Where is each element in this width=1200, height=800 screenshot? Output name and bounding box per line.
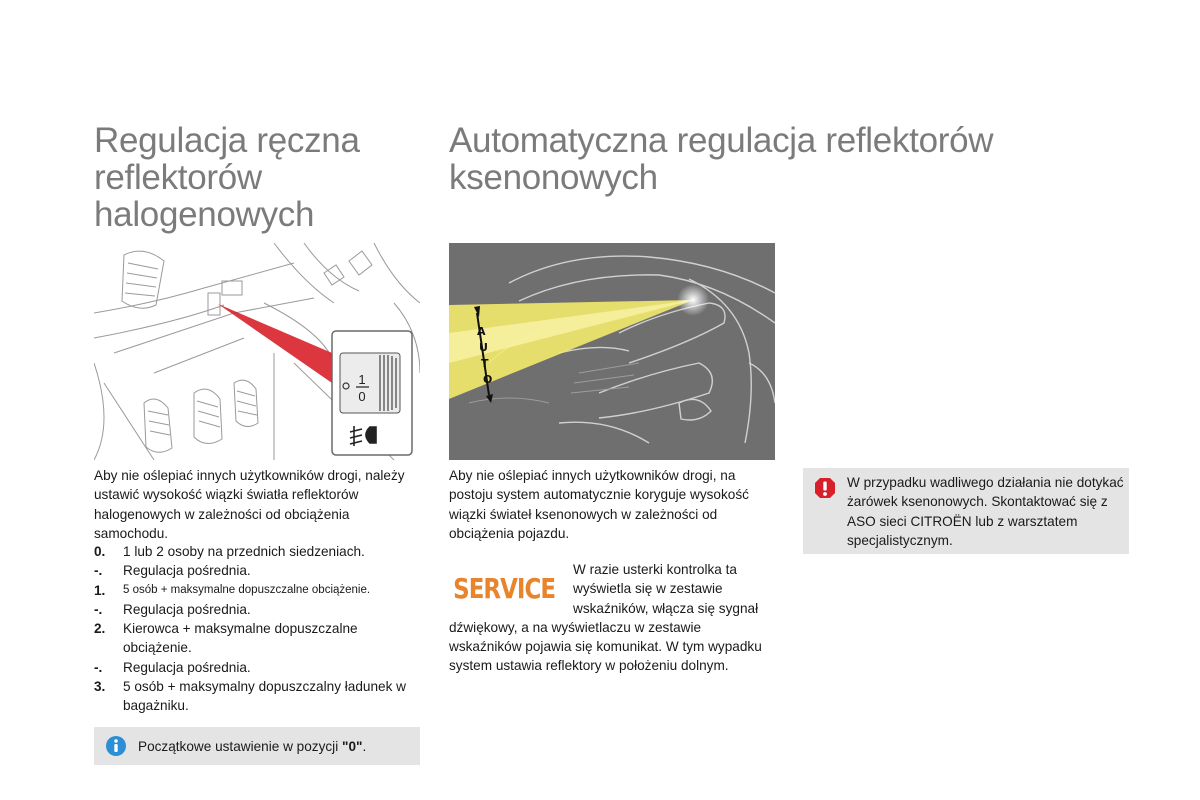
service-warning-icon — [449, 562, 559, 614]
list-item — [94, 619, 424, 658]
note-prefix: Początkowe ustawienie w pozycji — [138, 738, 342, 754]
auto-letter: T — [481, 357, 489, 370]
list-item — [94, 677, 424, 716]
position-key: 1. — [94, 582, 106, 598]
list-item — [94, 542, 424, 561]
auto-letter: U — [479, 341, 488, 354]
dashboard-drawing — [94, 243, 420, 460]
service-fault-text: W razie usterki kontrolka ta wyświetla się w zestawie wskaźników, włącza się sygnał dźwiękowy, a na wyświetlaczu w zestawie wskaźników pojawia się komunikat. W tym wypadku system ustawia reflektory w położeniu dolnym. — [449, 562, 762, 674]
position-text: 5 osób + maksymalne dopuszczalne obciążenie. — [123, 583, 371, 596]
position-key: -. — [94, 563, 103, 579]
headlamp-drawing — [449, 243, 775, 460]
position-text: Kierowca + maksymalne dopuszczalne obciążenie. — [123, 621, 358, 656]
service-label: SERVICE — [453, 571, 555, 605]
auto-letter: O — [483, 373, 493, 386]
list-item — [94, 600, 424, 619]
load-position-list — [94, 542, 424, 716]
position-key: -. — [94, 601, 103, 617]
dial-label-bottom: 0 — [358, 389, 366, 404]
manual-intro-text: Aby nie oślepiać innych użytkowników drogi, należy ustawić wysokość wiązki światła reflektorów halogenowych w zależności od obciążenia samochodu. — [94, 468, 405, 541]
headlamp-glow — [677, 284, 709, 316]
warning-icon — [814, 477, 836, 499]
note-suffix: . — [362, 738, 367, 754]
position-text: Regulacja pośrednia. — [123, 659, 251, 675]
position-text: 5 osób + maksymalny dopuszczalny ładunek w bagażniku. — [123, 679, 406, 714]
position-key: 3. — [94, 679, 106, 695]
xenon-headlamp-illustration — [449, 243, 775, 460]
list-item — [94, 561, 424, 580]
auto-letter: A — [477, 325, 486, 338]
xenon-warning-box — [803, 468, 1129, 554]
position-text: 1 lub 2 osoby na przednich siedzeniach. — [123, 544, 365, 559]
position-text: Regulacja pośrednia. — [123, 563, 251, 579]
position-key: 2. — [94, 621, 106, 637]
info-icon — [106, 736, 126, 756]
service-fault-section — [449, 560, 775, 676]
position-text: Regulacja pośrednia. — [123, 601, 251, 617]
automatic-intro-text: Aby nie oślepiać innych użytkowników drogi, na postoju system automatycznie koryguje wysokość wiązki świateł ksenonowych w zależności od obciążenia pojazdu. — [449, 468, 749, 541]
dashboard-illustration — [94, 243, 420, 460]
dial-label-top: 1 — [358, 372, 366, 387]
initial-setting-text — [138, 739, 366, 754]
position-key: 0. — [94, 544, 106, 559]
initial-setting-note — [94, 727, 420, 765]
page-title-manual: Regulacja ręczna reflektorów halogenowych — [94, 121, 360, 234]
pointer-wedge — [218, 304, 332, 383]
list-item — [94, 581, 424, 600]
position-key: -. — [94, 659, 103, 675]
list-item — [94, 658, 424, 677]
page-title-automatic: Automatyczna regulacja reflektorów ksenonowych — [449, 121, 994, 197]
xenon-warning-text: W przypadku wadliwego działania nie dotykać żarówek ksenonowych. Skontaktować się z ASO sieci CITROËN lub z warsztatem specjalistycznym. — [847, 475, 1124, 548]
note-value: "0" — [342, 738, 363, 754]
